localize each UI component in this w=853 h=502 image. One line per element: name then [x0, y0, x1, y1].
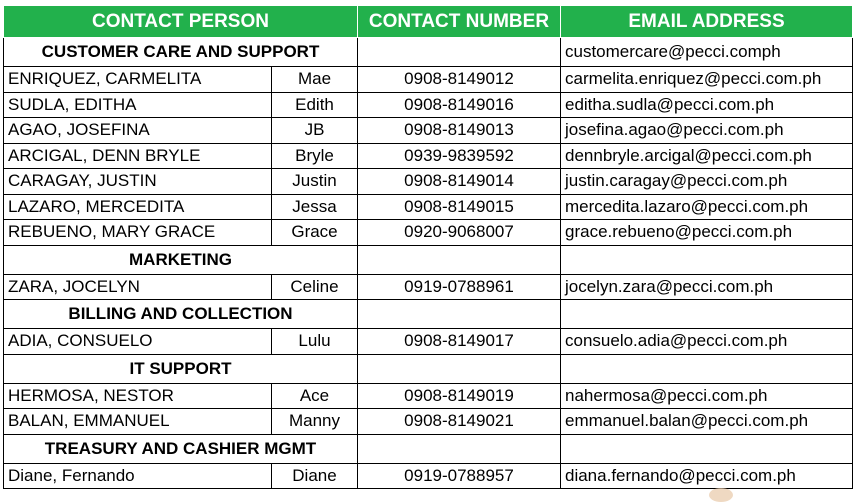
contact-number: 0908-8149021 — [358, 409, 561, 435]
contact-email: mercedita.lazaro@pecci.com.ph — [561, 194, 853, 220]
section-email — [561, 354, 853, 383]
contact-nickname: Grace — [272, 220, 358, 246]
contact-number: 0908-8149019 — [358, 383, 561, 409]
table-row — [4, 329, 853, 355]
contact-nickname: Diane — [272, 463, 358, 489]
contact-name: REBUENO, MARY GRACE — [4, 220, 272, 246]
contact-email: josefina.agao@pecci.com.ph — [561, 118, 853, 144]
contact-number: 0908-8149016 — [358, 92, 561, 118]
section-title: CUSTOMER CARE AND SUPPORT — [4, 38, 358, 67]
table-row — [4, 409, 853, 435]
table-row — [4, 92, 853, 118]
contact-nickname: JB — [272, 118, 358, 144]
contact-table — [3, 5, 853, 489]
contact-email: dennbryle.arcigal@pecci.com.ph — [561, 143, 853, 169]
table-row — [4, 169, 853, 195]
table-row — [4, 383, 853, 409]
contact-email: editha.sudla@pecci.com.ph — [561, 92, 853, 118]
section-email — [561, 434, 853, 463]
contact-number: 0908-8149017 — [358, 329, 561, 355]
contact-number: 0939-9839592 — [358, 143, 561, 169]
header-contact-person: CONTACT PERSON — [4, 6, 358, 38]
contact-nickname: Justin — [272, 169, 358, 195]
contact-name: SUDLA, EDITHA — [4, 92, 272, 118]
section-title: IT SUPPORT — [4, 354, 358, 383]
table-row — [4, 194, 853, 220]
header-row — [4, 6, 853, 38]
section-header-row — [4, 434, 853, 463]
table-row — [4, 220, 853, 246]
contact-email: jocelyn.zara@pecci.com.ph — [561, 274, 853, 300]
contact-name: CARAGAY, JUSTIN — [4, 169, 272, 195]
table-row — [4, 274, 853, 300]
section-number-cell — [358, 434, 561, 463]
contact-name: Diane, Fernando — [4, 463, 272, 489]
section-title: MARKETING — [4, 245, 358, 274]
section-email — [561, 245, 853, 274]
contact-name: ZARA, JOCELYN — [4, 274, 272, 300]
contact-name: BALAN, EMMANUEL — [4, 409, 272, 435]
header-contact-number: CONTACT NUMBER — [358, 6, 561, 38]
contact-name: AGAO, JOSEFINA — [4, 118, 272, 144]
section-header-row — [4, 300, 853, 329]
contact-nickname: Edith — [272, 92, 358, 118]
contact-number: 0908-8149014 — [358, 169, 561, 195]
contact-name: HERMOSA, NESTOR — [4, 383, 272, 409]
section-number-cell — [358, 354, 561, 383]
contact-number: 0919-0788957 — [358, 463, 561, 489]
section-number-cell — [358, 38, 561, 67]
contact-number: 0920-9068007 — [358, 220, 561, 246]
contact-nickname: Lulu — [272, 329, 358, 355]
contact-number: 0908-8149012 — [358, 67, 561, 93]
contact-email: carmelita.enriquez@pecci.com.ph — [561, 67, 853, 93]
contact-name: ARCIGAL, DENN BRYLE — [4, 143, 272, 169]
table-row — [4, 67, 853, 93]
section-header-row — [4, 38, 853, 67]
contact-name: LAZARO, MERCEDITA — [4, 194, 272, 220]
contact-email: emmanuel.balan@pecci.com.ph — [561, 409, 853, 435]
contact-nickname: Mae — [272, 67, 358, 93]
contact-number: 0908-8149015 — [358, 194, 561, 220]
contact-nickname: Bryle — [272, 143, 358, 169]
contact-name: ENRIQUEZ, CARMELITA — [4, 67, 272, 93]
table-row — [4, 118, 853, 144]
section-email: customercare@pecci.comph — [561, 38, 853, 67]
contact-email: justin.caragay@pecci.com.ph — [561, 169, 853, 195]
contact-nickname: Celine — [272, 274, 358, 300]
contact-nickname: Manny — [272, 409, 358, 435]
header-email-address: EMAIL ADDRESS — [561, 6, 853, 38]
section-title: TREASURY AND CASHIER MGMT — [4, 434, 358, 463]
contact-email: diana.fernando@pecci.com.ph — [561, 463, 853, 489]
contact-nickname: Jessa — [272, 194, 358, 220]
section-title: BILLING AND COLLECTION — [4, 300, 358, 329]
table-body — [4, 38, 853, 489]
section-number-cell — [358, 245, 561, 274]
section-number-cell — [358, 300, 561, 329]
decorative-blob — [709, 488, 733, 502]
contact-email: grace.rebueno@pecci.com.ph — [561, 220, 853, 246]
contact-number: 0919-0788961 — [358, 274, 561, 300]
section-header-row — [4, 245, 853, 274]
section-email — [561, 300, 853, 329]
contact-nickname: Ace — [272, 383, 358, 409]
contact-email: nahermosa@pecci.com.ph — [561, 383, 853, 409]
table-row — [4, 143, 853, 169]
contact-name: ADIA, CONSUELO — [4, 329, 272, 355]
contact-email: consuelo.adia@pecci.com.ph — [561, 329, 853, 355]
table-row — [4, 463, 853, 489]
contact-number: 0908-8149013 — [358, 118, 561, 144]
section-header-row — [4, 354, 853, 383]
